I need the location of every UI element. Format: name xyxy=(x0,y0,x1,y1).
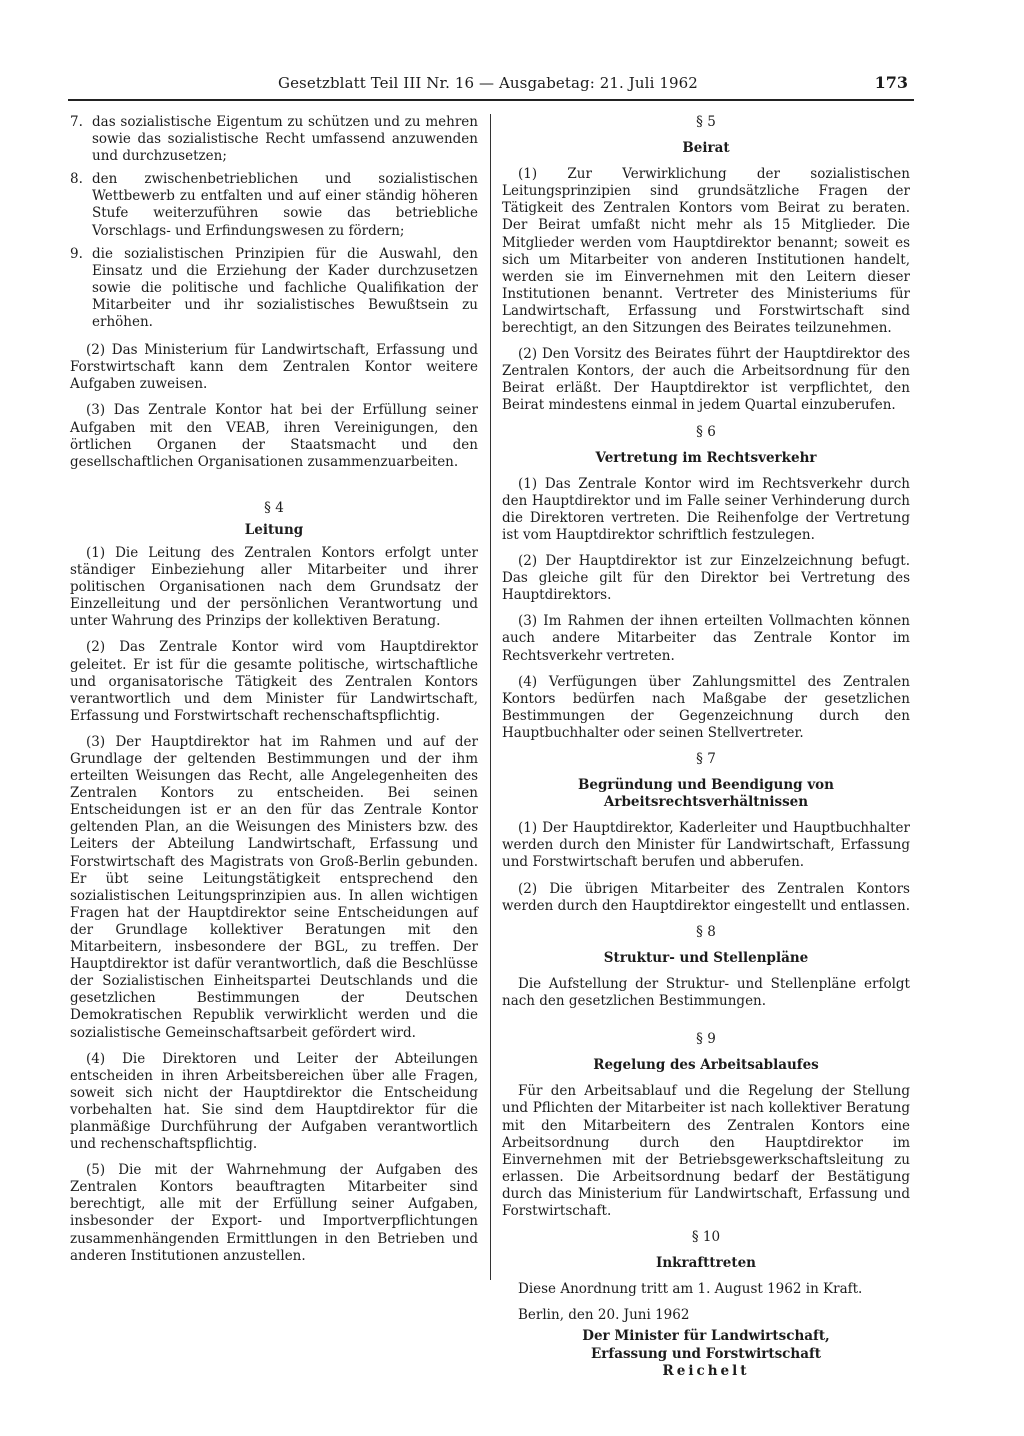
list-item xyxy=(70,114,478,165)
paragraph: (2) Den Vorsitz des Beirates führt der Hauptdirektor des Zentralen Kontors, der auch die Arbeitsordnung für den Beirat erläßt. Der Hauptdirektor ist verpflichtet, den Beirat mindestens einmal in jedem Quartal einzuberufen. xyxy=(502,346,910,414)
paragraph: (2) Die übrigen Mitarbeiter des Zentralen Kontors werden durch den Hauptdirektor eingestellt und entlassen. xyxy=(502,880,910,914)
header-rule xyxy=(68,99,914,101)
section-number: § 6 xyxy=(696,423,716,440)
paragraph: (4) Verfügungen über Zahlungsmittel des Zentralen Kontors bedürfen nach Maßgabe der gesetzlichen Bestimmungen der Gegenzeichnung durch den Hauptbuchhalter oder seinen Stellvertreter. xyxy=(502,673,910,741)
paragraph: (1) Das Zentrale Kontor wird im Rechtsverkehr durch den Hauptdirektor und im Falle seiner Verhinderung durch die Direktoren vertreten. Die Reihenfolge der Vertretung ist vom Hauptdirektor schriftlich festzulegen. xyxy=(502,475,910,543)
right-column xyxy=(502,114,910,1380)
section-title: Inkrafttreten xyxy=(656,1255,756,1272)
paragraph: Die Aufstellung der Struktur- und Stellenpläne erfolgt nach den gesetzlichen Bestimmungen. xyxy=(502,975,910,1010)
paragraph: (4) Die Direktoren und Leiter der Abteilungen entscheiden in ihren Arbeitsbereichen über alle Fragen, soweit sich nicht der Hauptdirektor die Entscheidung vorbehalten hat. Sie sind dem Hauptdirektor für die planmäßige Durchführung der Aufgaben verantwortlich und rechenschaftspflichtig. xyxy=(70,1050,478,1153)
section-title: Leitung xyxy=(244,521,304,538)
section-title: Regelung des Arbeitsablaufes xyxy=(593,1057,819,1074)
paragraph: (1) Zur Verwirklichung der sozialistischen Leitungsprinzipien sind grundsätzliche Fragen der Tätigkeit des Zentralen Kontors vom Beirat zu beraten. Der Beirat umfaßt nicht mehr als 15 Mitglieder. Die Mitglieder werden vom Hauptdirektor benannt; soweit es sich um Mitarbeiter von anderen Institutionen handelt, werden sie im Einvernehmen mit den Leitern dieser Institutionen benannt. Vertreter des Ministeriums für Landwirtschaft, Erfassung und Forstwirtschaft sind berechtigt, an den Sitzungen des Beirates teilzunehmen. xyxy=(502,166,910,337)
header-title: Gesetzblatt Teil III Nr. 16 — Ausgabetag: 21. Juli 1962 xyxy=(278,74,698,92)
paragraph: (1) Der Hauptdirektor, Kaderleiter und Hauptbuchhalter werden durch den Minister für Landwirtschaft, Erfassung und Forstwirtschaft berufen und abberufen. xyxy=(502,820,910,871)
section-title: Arbeitsrechtsverhältnissen xyxy=(603,794,809,811)
section-title: Vertretung im Rechtsverkehr xyxy=(595,449,817,466)
signer-name: Reichelt xyxy=(662,1362,750,1379)
section-number: § 5 xyxy=(696,114,716,130)
list-number: 9. xyxy=(70,245,83,262)
paragraph: (3) Das Zentrale Kontor hat bei der Erfüllung seiner Aufgaben mit den VEAB, ihren Vereinigungen, den örtlichen Organen der Staatsmacht und den gesellschaftlichen Organisationen zusammenzuarbeiten. xyxy=(70,402,478,470)
section-title: Struktur- und Stellenpläne xyxy=(603,949,809,966)
paragraph: (1) Die Leitung des Zentralen Kontors erfolgt unter ständiger Einbeziehung aller Mitarbeiter und ihrer politischen Organisationen nach dem Grundsatz der Einzelleitung und der persönlichen Verantwortung und unter Wahrung des Prinzips der kollektiven Beratung. xyxy=(70,544,478,630)
section-title: Beirat xyxy=(682,140,730,157)
section-number: § 10 xyxy=(691,1229,721,1246)
paragraph: (2) Das Ministerium für Landwirtschaft, Erfassung und Forstwirtschaft kann dem Zentralen Kontor weitere Aufgaben zuweisen. xyxy=(70,342,478,393)
paragraph: (2) Der Hauptdirektor ist zur Einzelzeichnung befugt. Das gleiche gilt für den Direktor bei Vertretung des Hauptdirektors. xyxy=(502,553,910,604)
paragraph: (5) Die mit der Wahrnehmung der Aufgaben des Zentralen Kontors beauftragten Mitarbeiter sind berechtigt, alle mit der Erfüllung seiner Aufgaben, insbesonder der Export- und Importverpflichtungen zusammenhängenden Ermittlungen in den Betrieben und anderen Institutionen anzustellen. xyxy=(70,1162,478,1264)
list-number: 7. xyxy=(70,114,83,130)
paragraph: (3) Der Hauptdirektor hat im Rahmen und auf der Grundlage der geltenden Bestimmungen und der ihm erteilten Weisungen das Recht, alle Angelegenheiten des Zentralen Kontors zu entscheiden. Bei seinen Entscheidungen ist er an den für das Zentrale Kontor geltenden Plan, an die Weisungen des Ministers bzw. des Leiters der Abteilung Landwirtschaft, Erfassung und Forstwirtschaft des Magistrats von Groß-Berlin gebunden. Er übt seine Leitungstätigkeit entsprechend den sozialistischen Leitungsprinzipien aus. In allen wichtigen Fragen hat der Hauptdirektor seine Entscheidungen auf der Grundlage kollektiver Beratungen mit den Mitarbeitern, insbesondere der BGL, zu treffen. Der Hauptdirektor ist dafür verantwortlich, daß die Beschlüsse der Sozialistischen Einheitspartei Deutschlands und die gesetzlichen Bestimmungen der Deutschen Demokratischen Republik verwirklicht werden und die sozialistische Gemeinschaftsarbeit gefördert wird. xyxy=(70,733,478,1041)
page-number: 173 xyxy=(874,73,908,92)
paragraph: (2) Das Zentrale Kontor wird vom Hauptdirektor geleitet. Er ist für die gesamte politische, wirtschaftliche und organisatorische Tätigkeit des Zentralen Kontors verantwortlich und dem Minister für Landwirtschaft, Erfassung und Forstwirtschaft rechenschaftspflichtig. xyxy=(70,639,478,724)
section-title: Begründung und Beendigung von xyxy=(577,777,834,794)
signature-line: Der Minister für Landwirtschaft, xyxy=(582,1328,830,1345)
section-number: § 8 xyxy=(696,923,716,940)
signature-line: Erfassung und Forstwirtschaft xyxy=(590,1345,822,1362)
paragraph: Diese Anordnung tritt am 1. August 1962 in Kraft. xyxy=(518,1281,863,1298)
list-text: den zwischenbetrieblichen und sozialistischen Wettbewerb zu entfalten und auf einer ständig höheren Stufe weiterzuführen sowie das betriebliche Vorschlags- und Erfindungswesen zu fördern; xyxy=(92,171,478,239)
list-item xyxy=(70,171,478,239)
paragraph: (3) Im Rahmen der ihnen erteilten Vollmachten können auch andere Mitarbeiter das Zentrale Kontor im Rechtsverkehr vertreten. xyxy=(502,613,910,664)
section-number: § 9 xyxy=(696,1031,716,1048)
left-column xyxy=(70,114,478,1274)
column-divider xyxy=(490,114,491,1280)
list-item xyxy=(70,246,478,331)
list-text: das sozialistische Eigentum zu schützen und zu mehren sowie das sozialistische Recht umfassend anzuwenden und durchzusetzen; xyxy=(92,114,478,165)
place-date: Berlin, den 20. Juni 1962 xyxy=(518,1307,690,1324)
page-header xyxy=(68,74,914,102)
paragraph: Für den Arbeitsablauf und die Regelung der Stellung und Pflichten der Mitarbeiter ist nach kollektiver Beratung mit den Mitarbeitern des Zentralen Kontors eine Arbeitsordnung durch den Hauptdirektor im Einvernehmen mit der Betriebsgewerkschaftsleitung zu erlassen. Die Arbeitsordnung bedarf der Bestätigung durch das Ministerium für Landwirtschaft, Erfassung und Forstwirtschaft. xyxy=(502,1083,910,1219)
list-text: die sozialistischen Prinzipien für die Auswahl, den Einsatz und die Erziehung der Kader durchzusetzen sowie die politische und fachliche Qualifikation der Mitarbeiter und ihr sozialistisches Bewußtsein zu erhöhen. xyxy=(92,245,478,331)
section-number: § 4 xyxy=(264,499,284,516)
section-number: § 7 xyxy=(696,751,716,767)
spacer xyxy=(502,1019,910,1031)
spacer xyxy=(70,480,478,500)
list-number: 8. xyxy=(70,171,83,188)
